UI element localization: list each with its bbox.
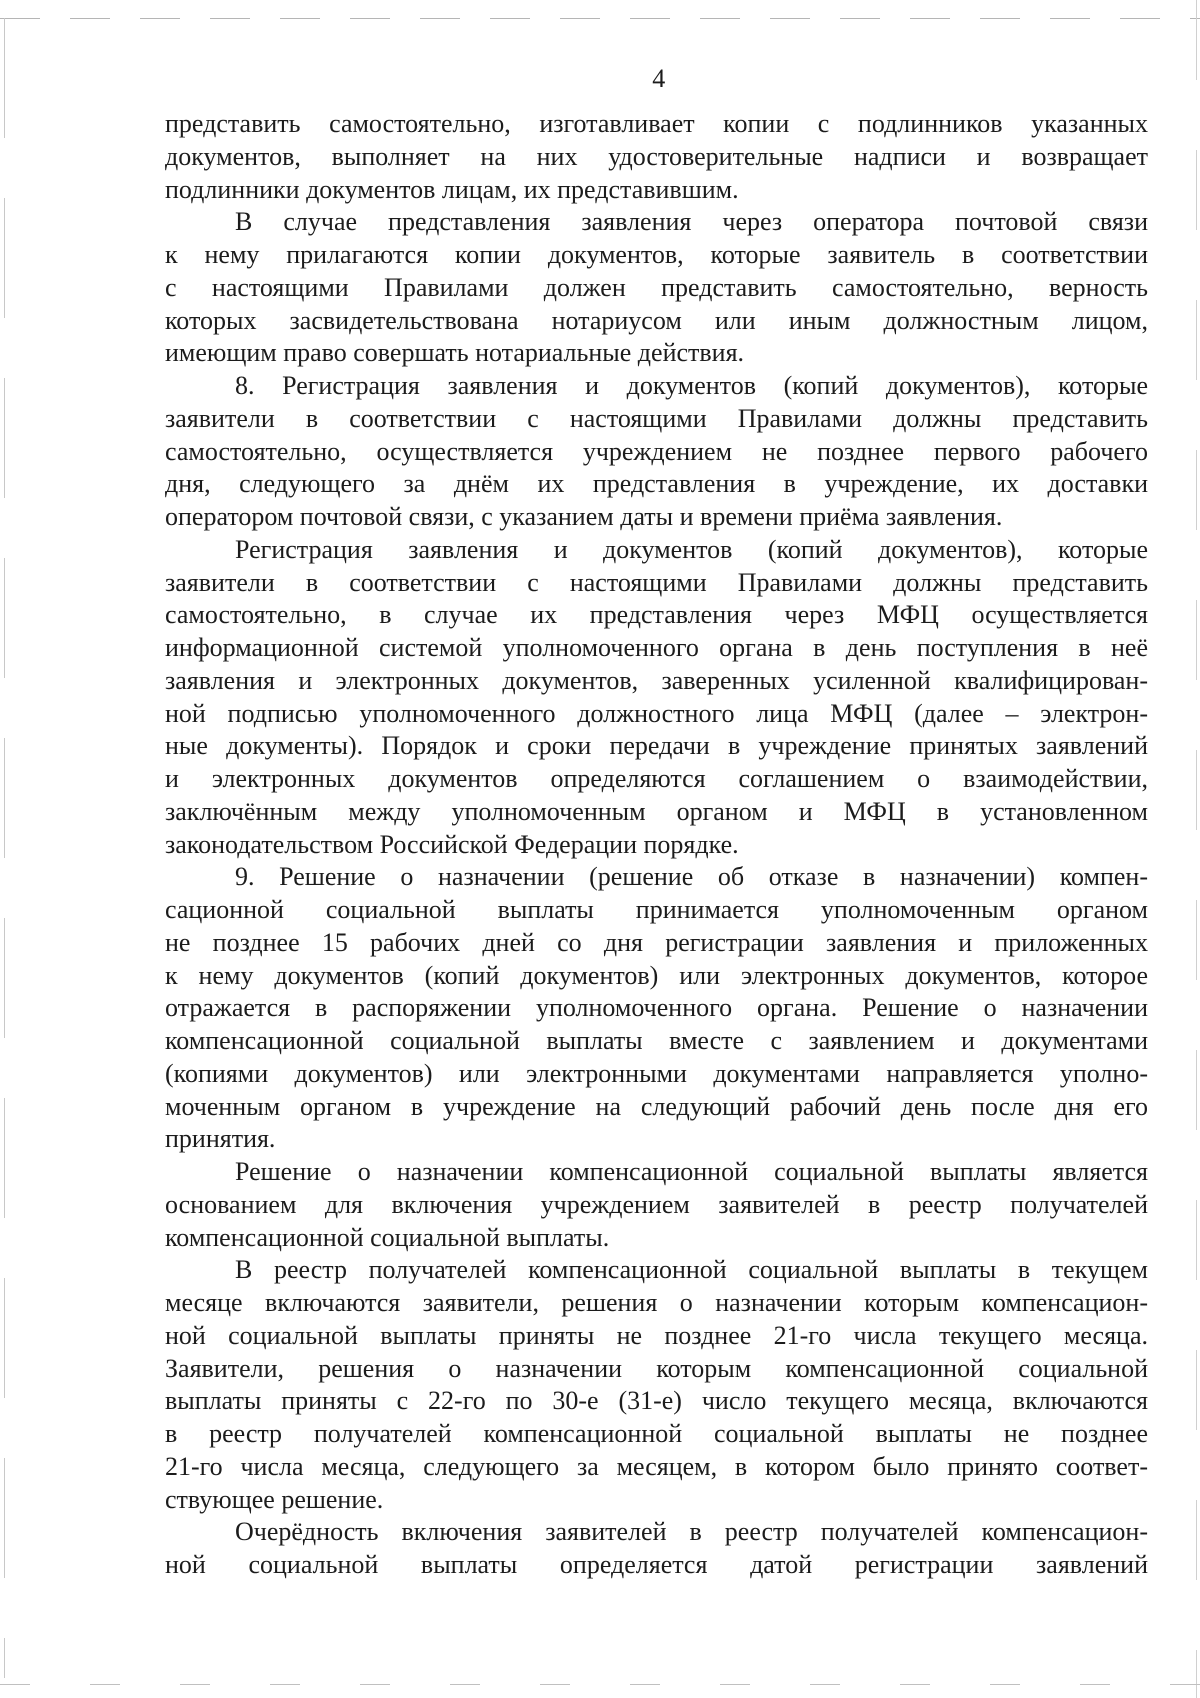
text-line: ной социальной выплаты приняты не позднее 21-го числа текущего месяца. xyxy=(165,1320,1148,1350)
text-line: с настоящими Правилами должен представить самостоятельно, верность xyxy=(165,272,1148,302)
text-line: выплаты приняты с 22-го по 30-е (31-е) число текущего месяца, включаются xyxy=(165,1386,1148,1416)
text-line: имеющим право совершать нотариальные действия. xyxy=(165,338,745,368)
text-line: оператором почтовой связи, с указанием даты и времени приёма заявления. xyxy=(165,502,1003,531)
text-line: 21-го числа месяца, следующего за месяцем, в котором было принято соответ- xyxy=(165,1451,1148,1481)
text-line: дня, следующего за днём их представления в учреждение, их доставки xyxy=(165,469,1148,499)
scan-border-left xyxy=(4,18,5,1678)
text-line: моченным органом в учреждение на следующий рабочий день после дня его xyxy=(165,1091,1148,1121)
paragraph-first-line: Регистрация заявления и документов (копий документов), которые xyxy=(235,534,1148,564)
paragraph-first-line: Очерёдность включения заявителей в реестр получателей компенсацион- xyxy=(235,1517,1148,1547)
text-line: к нему документов (копий документов) или электронных документов, которое xyxy=(165,960,1148,990)
text-line: в реестр получателей компенсационной социальной выплаты не позднее xyxy=(165,1419,1148,1448)
paragraph-first-line: 8. Регистрация заявления и документов (копий документов), которые xyxy=(235,371,1148,400)
text-line: информационной системой уполномоченного органа в день поступления в неё xyxy=(165,633,1148,662)
text-line: принятия. xyxy=(165,1124,276,1154)
text-line: заявления и электронных документов, заверенных усиленной квалифицирован- xyxy=(165,665,1148,695)
text-line: к нему прилагаются копии документов, которые заявитель в соответствии xyxy=(165,240,1148,269)
text-line: ной подписью уполномоченного должностного лица МФЦ (далее – электрон- xyxy=(165,698,1148,728)
text-line: и электронных документов определяются соглашением о взаимодействии, xyxy=(165,764,1148,793)
text-line: Заявители, решения о назначении которым компенсационной социальной xyxy=(165,1353,1148,1383)
paragraph-first-line: Решение о назначении компенсационной социальной выплаты является xyxy=(235,1157,1148,1186)
text-line: ствующее решение. xyxy=(165,1484,384,1514)
text-line: законодательством Российской Федерации порядке. xyxy=(165,829,739,859)
text-line: компенсационной социальной выплаты. xyxy=(165,1222,610,1252)
scan-border-bottom xyxy=(0,1684,1200,1685)
text-line: сационной социальной выплаты принимается уполномоченным органом xyxy=(165,895,1148,924)
text-line: которых засвидетельствована нотариусом или иным должностным лицом, xyxy=(165,305,1148,335)
text-line: месяце включаются заявители, решения о назначении которым компенсацион- xyxy=(165,1288,1148,1317)
text-line: заключённым между уполномоченным органом и МФЦ в установленном xyxy=(165,796,1148,826)
text-line: компенсационной социальной выплаты вместе с заявлением и документами xyxy=(165,1026,1148,1055)
text-line: не позднее 15 рабочих дней со дня регистрации заявления и приложенных xyxy=(165,927,1148,957)
scan-border-right xyxy=(1196,0,1197,1698)
text-line: документов, выполняет на них удостоверительные надписи и возвращает xyxy=(165,141,1148,171)
text-line: заявители в соответствии с настоящими Правилами должны представить xyxy=(165,403,1148,433)
paragraph-first-line: В случае представления заявления через оператора почтовой связи xyxy=(235,207,1148,237)
scan-border-top xyxy=(0,18,1200,19)
body-text xyxy=(165,108,1148,1582)
text-line: (копиями документов) или электронными документами направляется уполно- xyxy=(165,1058,1148,1088)
text-line: заявители в соответствии с настоящими Правилами должны представить xyxy=(165,567,1148,597)
text-line: основанием для включения учреждением заявителей в реестр получателей xyxy=(165,1189,1148,1219)
text-line: отражается в распоряжении уполномоченного органа. Решение о назначении xyxy=(165,993,1148,1023)
text-line: самостоятельно, осуществляется учреждением не позднее первого рабочего xyxy=(165,436,1148,466)
paragraph-first-line: 9. Решение о назначении (решение об отказе в назначении) компен- xyxy=(235,862,1148,892)
page-number: 4 xyxy=(652,64,666,93)
text-line: ные документы). Порядок и сроки передачи в учреждение принятых заявлений xyxy=(165,731,1148,761)
text-line: подлинники документов лицам, их представившим. xyxy=(165,174,739,204)
text-line: ной социальной выплаты определяется датой регистрации заявлений xyxy=(165,1550,1148,1579)
text-line: самостоятельно, в случае их представления через МФЦ осуществляется xyxy=(165,600,1148,630)
text-line: представить самостоятельно, изготавливает копии с подлинников указанных xyxy=(165,109,1148,138)
paragraph-first-line: В реестр получателей компенсационной социальной выплаты в текущем xyxy=(235,1255,1148,1285)
